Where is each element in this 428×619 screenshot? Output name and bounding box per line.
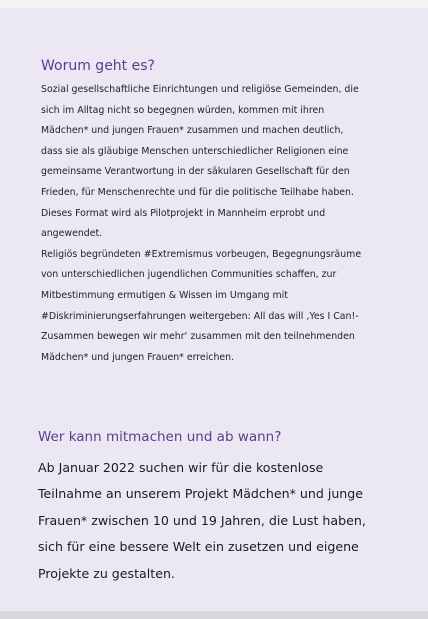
body-line: Teilnahme an unserem Projekt Mädchen* und junge bbox=[38, 486, 364, 502]
body-line: von unterschiedlichen jugendlichen Communities schaffen, zur bbox=[41, 269, 337, 281]
bottom-edge bbox=[0, 611, 428, 619]
body-line: Mädchen* und jungen Frauen* zusammen und machen deutlich, bbox=[41, 125, 344, 137]
body-line: dass sie als gläubige Menschen unterschiedlicher Religionen eine bbox=[41, 145, 349, 157]
body-line: sich im Alltag nicht so begegnen würden, kommen mit ihren bbox=[41, 104, 325, 116]
body-line: Mädchen* und jungen Frauen* erreichen. bbox=[41, 351, 235, 363]
section-heading-worum: Worum geht es? bbox=[41, 58, 155, 74]
body-line: angewendet. bbox=[41, 228, 103, 240]
section-body-wer-kann bbox=[38, 455, 398, 587]
section-heading-wer-kann: Wer kann mitmachen und ab wann? bbox=[38, 429, 282, 445]
top-edge bbox=[0, 0, 428, 8]
body-line: #Diskriminierungserfahrungen weitergeben: All das will ‚Yes I Can!- bbox=[41, 310, 359, 322]
body-line: Sozial gesellschaftliche Einrichtungen und religiöse Gemeinden, die bbox=[41, 84, 359, 95]
body-line: sich für eine bessere Welt ein zusetzen und eigene bbox=[38, 539, 359, 555]
body-line: Mitbestimmung ermutigen & Wissen im Umgang mit bbox=[41, 289, 288, 301]
section-body-worum bbox=[41, 80, 391, 368]
body-line: Frauen* zwischen 10 und 19 Jahren, die Lust haben, bbox=[38, 512, 366, 528]
body-line: Religiös begründeten #Extremismus vorbeugen, Begegnungsräume bbox=[41, 248, 362, 260]
body-line: Ab Januar 2022 suchen wir für die kostenlose bbox=[38, 460, 324, 475]
body-line: Frieden, für Menschenrechte und für die politische Teilhabe haben. bbox=[41, 186, 354, 198]
body-line: Projekte zu gestalten. bbox=[38, 565, 175, 581]
body-line: Dieses Format wird als Pilotprojekt in Mannheim erprobt und bbox=[41, 207, 326, 219]
body-line: Zusammen bewegen wir mehr‘ zusammen mit den teilnehmenden bbox=[41, 331, 355, 343]
body-line: gemeinsame Verantwortung in der säkularen Gesellschaft für den bbox=[41, 166, 350, 178]
